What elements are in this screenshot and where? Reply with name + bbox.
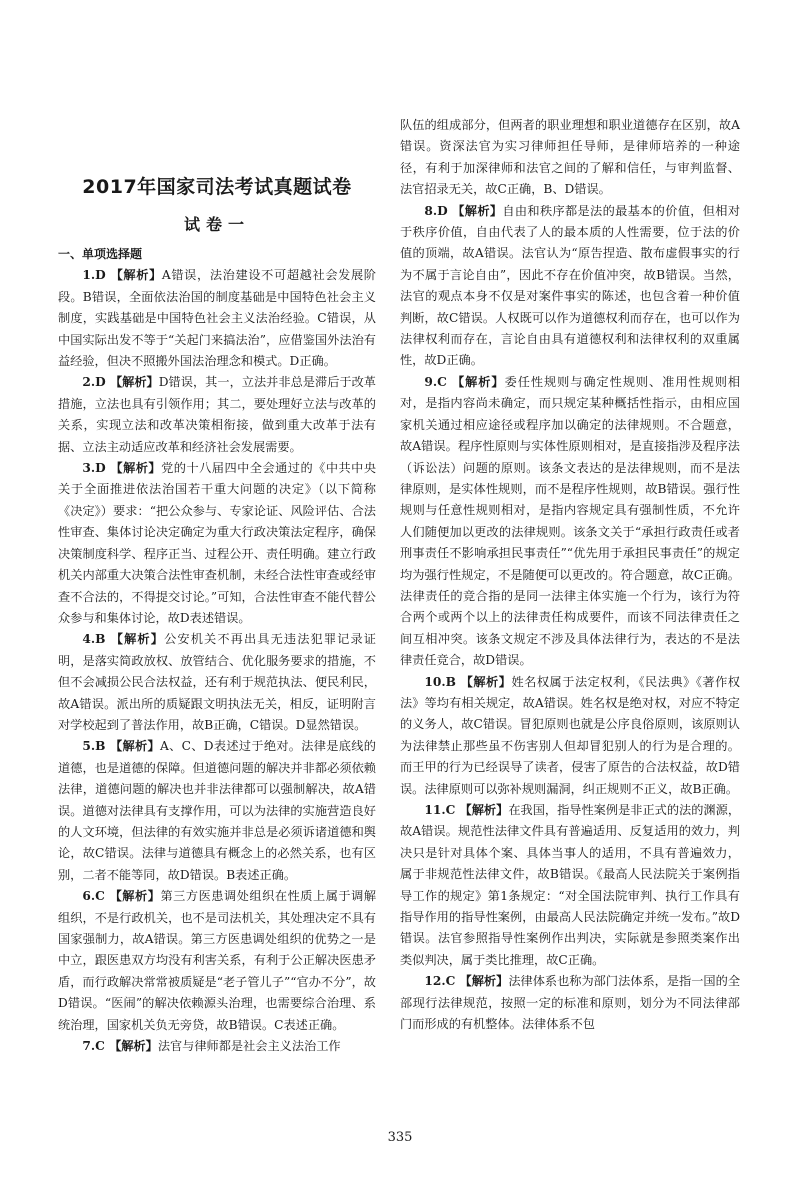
answer-number: 3.D xyxy=(82,461,111,476)
answer-explanation xyxy=(400,800,740,971)
answer-explanation xyxy=(400,201,740,372)
answer-explanation xyxy=(58,1036,376,1057)
page-number: 335 xyxy=(387,1130,413,1145)
answer-number: 5.B xyxy=(82,739,110,754)
explanation-text: A、C、D表述过于绝对。法律是底线的道德，也是道德的保障。但道德问题的解决并非都必须依赖法律，道德问题的解决也并非法律都可以强制解决，故A错误。道德对法律具有支撑作用，可以为法律的实施营造良好的人文环境，但法律的有效实施并非总是必须诉诸道德和舆论，故C错误。法律与道德具有概念上的必然关系，也有区别，二者不能等同，故D错误。B表述正确。 xyxy=(58,739,376,882)
analysis-tag: 【解析】 xyxy=(109,889,161,904)
answer-explanation xyxy=(58,629,376,736)
explanation-text: A错误，法治建设不可超越社会发展阶段。B错误，全面依法治国的制度基础是中国特色社会主义制度，实践基础是中国特色社会主义法治经验。C错误，从中国实际出发不等于“关起门来搞法治”，应借鉴国外法治有益经验，但决不照搬外国法治理念和模式。D正确。 xyxy=(58,268,376,369)
explanation-text: D错误，其一，立法并非总是滞后于改革措施，立法也具有引领作用；其二，要处理好立法与改革的关系，实现立法和改革决策相衔接，做到重大改革于法有据、立法主动适应改革和经济社会发展需要。 xyxy=(58,375,376,454)
analysis-tag: 【解析】 xyxy=(109,375,159,390)
analysis-tag: 【解析】 xyxy=(109,739,160,754)
analysis-tag: 【解析】 xyxy=(110,632,165,647)
explanation-text: 党的十八届四中全会通过的《中共中央关于全面推进依法治国若干重大问题的决定》（以下简称《决定》）要求：“把公众参与、专家论证、风险评估、合法性审查、集体讨论决定确定为重大行政决策法定程序，确保决策制度科学、程序正当、过程公开、责任明确。建立行政机关内部重大决策合法性审查机制，未经合法性审查或经审查不合法的，不得提交讨论。”可知，合法性审查不能代替公众参与和集体讨论，故D表述错误。 xyxy=(58,461,377,625)
answer-number: 7.C xyxy=(82,1039,110,1054)
answer-number: 6.C xyxy=(82,889,110,904)
explanation-text: 第三方医患调处组织在性质上属于调解组织，不是行政机关，也不是司法机关，其处理决定不具有国家强制力，故A错误。第三方医患调处组织的优势之一是中立，跟医患双方均没有利害关系，有利于公正解决医患矛盾，而行政解决常常被质疑是“老子管儿子”“官办不分”，故D错误。“医闹”的解决依赖源头治理，也需要综合治理、系统治理，国家机关负无旁贷，故B错误。C表述正确。 xyxy=(58,889,377,1032)
explanation-text: 公安机关不再出具无违法犯罪记录证明，是落实简政放权、放管结合、优化服务要求的措施，不但不会减损公民合法权益，还有利于规范执法、便民利民，故A错误。派出所的质疑跟文明执法无关，相反，证明附言对学校起到了普法作用，故B正确，C错误。D显然错误。 xyxy=(58,632,376,732)
analysis-tag: 【解析】 xyxy=(452,203,503,218)
page-title: 2017年国家司法考试真题试卷 xyxy=(82,176,352,198)
analysis-tag: 【解析】 xyxy=(110,461,162,476)
answer-explanation xyxy=(400,372,740,672)
analysis-tag: 【解析】 xyxy=(109,1039,158,1054)
explanation-text: 法官与律师都是社会主义法治工作 xyxy=(157,1039,341,1054)
explanation-text: 队伍的组成部分，但两者的职业理想和职业道德存在区别，故A错误。资深法官为实习律师担任导师，是律师培养的一种途径，有利于加深律师和法官之间的了解和信任，与审判监督、法官招录无关，故C正确，B、D错误。 xyxy=(400,118,740,197)
explanation-text: 姓名权属于法定权利，《民法典》《著作权法》等均有相关规定，故A错误。姓名权是绝对权，对应不特定的义务人，故C错误。冒犯原则也就是公序良俗原则，该原则认为法律禁止那些虽不伤害别人但却冒犯别人的行为是合理的。而王甲的行为已经误导了读者，侵害了原告的合法权益，故D错误。法律原则可以弥补规则漏洞，纠正规则不正义，故B正确。 xyxy=(400,674,740,796)
right-column xyxy=(400,115,740,1035)
answer-number: 11.C xyxy=(424,803,460,817)
answer-explanation xyxy=(58,372,376,458)
analysis-tag: 【解析】 xyxy=(460,674,512,689)
answer-number: 1.D xyxy=(82,268,111,283)
answer-number: 4.B xyxy=(82,632,111,647)
answer-number: 10.B xyxy=(424,674,461,689)
answer-number: 9.C xyxy=(424,374,453,389)
explanation-text: 在我国，指导性案例是非正式的法的渊源，故A错误。规范性法律文件具有普遍适用、反复适用的效力，判决只是针对具体个案、具体当事人的适用，不具有普遍效力，属于非规范性法律文件，故B错误。《最高人民法院关于案例指导工作的规定》第1条规定：“对全国法院审判、执行工作具有指导作用的指导性案例，由最高人民法院确定并统一发布。”故D错误。法官参照指导性案例作出判决，实际就是参照类案作出类似判决，属于类比推理，故C正确。 xyxy=(400,803,741,967)
analysis-tag: 【解析】 xyxy=(459,803,509,817)
answer-number: 8.D xyxy=(424,203,453,218)
answer-explanation xyxy=(400,971,740,1035)
answer-number: 12.C xyxy=(424,974,460,989)
explanation-text: 委任性规则与确定性规则、准用性规则相对，是指内容尚未确定，而只规定某种概括性指示，由相应国家机关通过相应途径或程序加以确定的法律规则。不合题意，故A错误。程序性原则与实体性原则相对，是直接指涉及程序法（诉讼法）问题的原则。该条文表达的是法律规则，而不是法律原则，是实体性规则，而不是程序性规则，故B错误。强行性规则与任意性规则相对，是指内容规定具有强制性质，不允许人们随便加以更改的法律规则。该条文关于“承担行政责任或者刑事责任不影响承担民事责任”“优先用于承担民事责任”的规定均为强行性规定，不是随便可以更改的。符合题意，故C正确。法律责任的竞合指的是同一法律主体实施一个行为，该行为符合两个或两个以上的法律责任构成要件，而该不同法律责任之间互相冲突。该条文规定不涉及具体法律行为，表达的不是法律责任竞合，故D错误。 xyxy=(400,374,741,668)
answer-explanation xyxy=(400,115,740,201)
answer-explanation xyxy=(400,672,740,800)
analysis-tag: 【解析】 xyxy=(459,974,509,989)
answer-number: 2.D xyxy=(82,375,110,390)
answer-explanation xyxy=(58,265,376,372)
explanation-text: 自由和秩序都是法的最基本的价值，但相对于秩序价值，自由代表了人的最本质的人性需要，位于法的价值的顶端，故A错误。法官认为“原告捏造、散布虚假事实的行为不属于言论自由”，因此不存在价值冲突，故B错误。当然，法官的观点本身不仅是对案件事实的陈述，也包含着一种价值判断，故C错误。人权既可以作为道德权利而存在，也可以作为法律权利而存在，言论自由具有道德权利和法律权利的双重属性，故D正确。 xyxy=(400,203,741,368)
answer-explanation xyxy=(58,736,376,886)
paper-subtitle: 试卷一 xyxy=(183,215,250,234)
analysis-tag: 【解析】 xyxy=(452,374,505,389)
analysis-tag: 【解析】 xyxy=(110,268,162,283)
left-column xyxy=(58,244,376,1057)
explanation-text: 法律体系也称为部门法体系，是指一国的全部现行法律规范，按照一定的标准和原则，划分为不同法律部门而形成的有机整体。法律体系不包 xyxy=(400,974,741,1032)
answer-explanation xyxy=(58,886,376,1036)
section-heading: 一、单项选择题 xyxy=(58,247,143,261)
answer-explanation xyxy=(58,458,376,629)
